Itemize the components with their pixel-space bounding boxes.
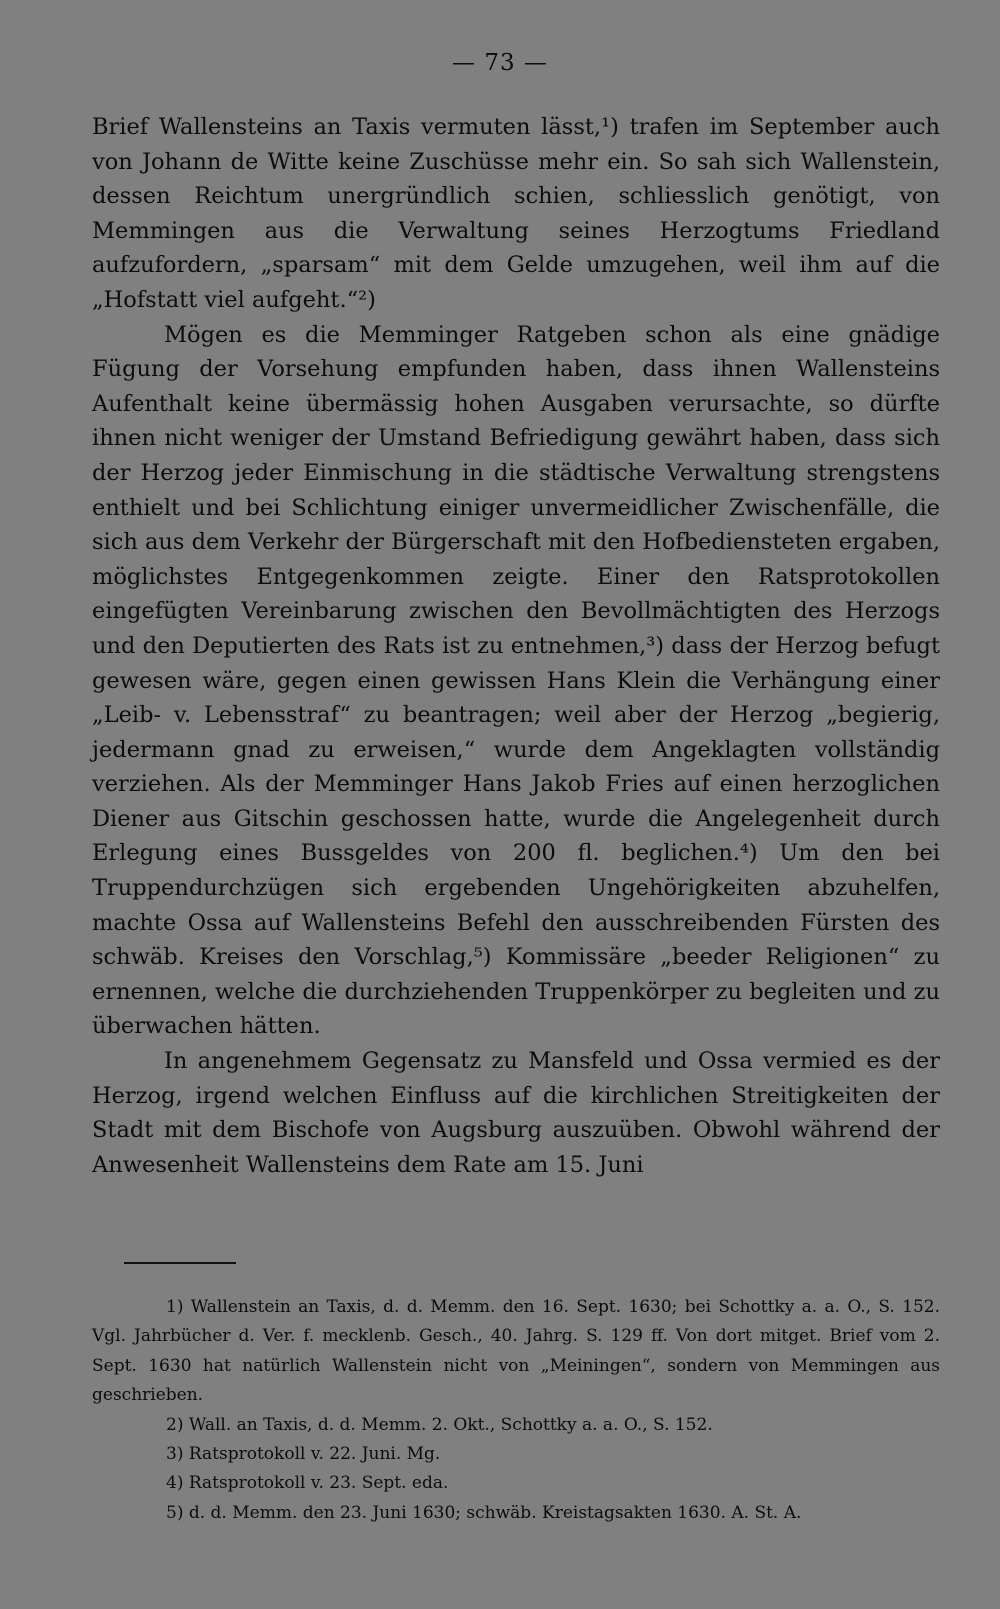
page-number: — 73 —	[452, 50, 548, 76]
footnotes	[92, 1293, 940, 1528]
paragraph: In angenehmem Gegensatz zu Mansfeld und Ossa vermied es der Herzog, irgend welchen Einfluss auf die kirchlichen Streitigkeiten der Stadt mit dem Bischofe von Augsburg auszuüben. Obwohl während der Anwesenheit Wallensteins dem Rate am 15. Juni	[92, 1048, 940, 1178]
footnote-separator	[124, 1262, 236, 1264]
footnote: 3) Ratsprotokoll v. 22. Juni. Mg.	[166, 1444, 441, 1465]
footnote: 2) Wall. an Taxis, d. d. Memm. 2. Okt., Schottky a. a. O., S. 152.	[166, 1414, 713, 1435]
footnote: 4) Ratsprotokoll v. 23. Sept. eda.	[166, 1473, 449, 1494]
footnote: 1) Wallenstein an Taxis, d. d. Memm. den 16. Sept. 1630; bei Schottky a. a. O., S. 152. Vgl. Jahrbücher d. Ver. f. mecklenb. Gesch., 40. Jahrg. S. 129 ff. Von dort mitget. Brief vom 2. Sept. 1630 hat natürlich Wallenstein nicht von „Meiningen“, sondern von Memmingen aus geschrieben.	[92, 1297, 940, 1406]
paragraph: Mögen es die Memminger Ratgeben schon als eine gnädige Fügung der Vorsehung empfunden haben, dass ihnen Wallensteins Aufenthalt keine übermässig hohen Ausgaben verursachte, so dürfte ihnen nicht weniger der Umstand Befriedigung gewährt haben, dass sich der Herzog jeder Einmischung in die städtische Verwaltung strengstens enthielt und bei Schlichtung einiger unvermeidlicher Zwischenfälle, die sich aus dem Verkehr der Bürgerschaft mit den Hofbediensteten ergaben, möglichstes Entgegenkommen zeigte. Einer den Ratsprotokollen eingefügten Vereinbarung zwischen den Bevollmächtigten des Herzogs und den Deputierten des Rats ist zu entnehmen,³) dass der Herzog befugt gewesen wäre, gegen einen gewissen Hans Klein die Verhängung einer „Leib- v. Lebensstraf“ zu beantragen; weil aber der Herzog „begierig, jedermann gnad zu erweisen,“ wurde dem Angeklagten vollständig verziehen. Als der Memminger Hans Jakob Fries auf einen herzoglichen Diener aus Gitschin geschossen hatte, wurde die Angelegenheit durch Erlegung eines Bussgeldes von 200 fl. beglichen.⁴) Um den bei Truppendurchzügen sich ergebenden Ungehörigkeiten abzuhelfen, machte Ossa auf Wallensteins Befehl den ausschreibenden Fürsten des schwäb. Kreises den Vorschlag,⁵) Kommissäre „beeder Religionen“ zu ernennen, welche die durchziehenden Truppenkörper zu begleiten und zu überwachen hätten.	[92, 321, 940, 1040]
paragraph: Brief Wallensteins an Taxis vermuten lässt,¹) trafen im September auch von Johann de Witte keine Zuschüsse mehr ein. So sah sich Wallenstein, dessen Reichtum unergründlich schien, schliesslich genötigt, von Memmingen aus die Verwaltung seines Herzogtums Friedland aufzufordern, „sparsam“ mit dem Gelde umzugehen, weil ihm auf die „Hofstatt viel aufgeht.“²)	[92, 114, 940, 313]
footnote: 5) d. d. Memm. den 23. Juni 1630; schwäb. Kreistagsakten 1630. A. St. A.	[166, 1502, 802, 1523]
main-text	[92, 110, 940, 1182]
